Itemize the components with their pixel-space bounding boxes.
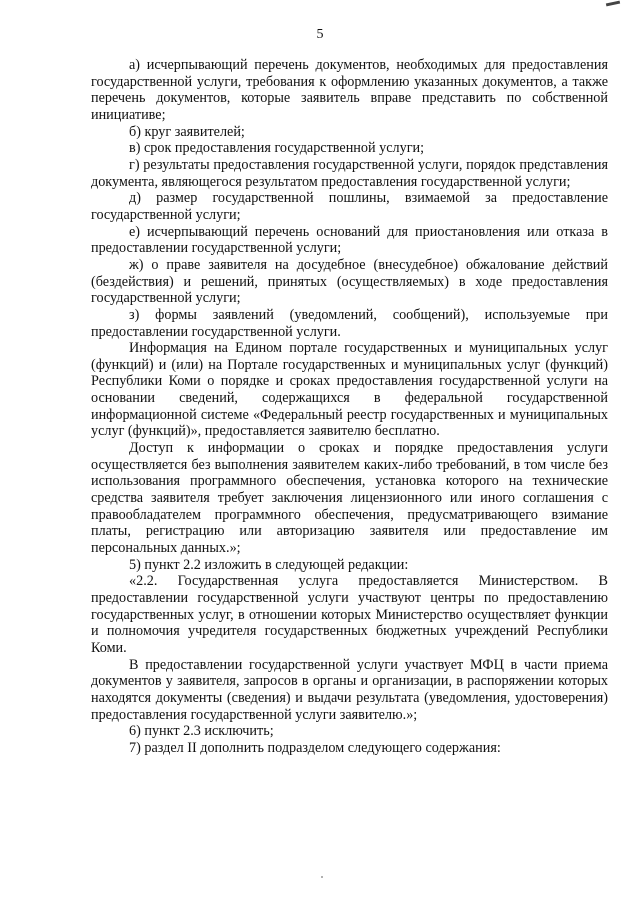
paragraph-item-z: з) формы заявлений (уведомлений, сообщений), используемые при предоставлении государственной услуги. bbox=[91, 306, 608, 340]
scan-mark bbox=[606, 1, 620, 7]
paragraph-amendment-7: 7) раздел II дополнить подразделом следующего содержания: bbox=[129, 739, 501, 756]
paragraph-item-zh: ж) о праве заявителя на досудебное (внесудебное) обжалование действий (бездействия) и решений, принятых (осуществляемых) в ходе предоставления государственной услуги; bbox=[91, 256, 608, 307]
paragraph-clause-2-2: «2.2. Государственная услуга предоставляется Министерством. В предоставлении государственной услуги участвуют центры по предоставлению государственных услуг, в отношении которых Министерство осуществляет функции и полномочия учредителя государственных бюджетных учреждений Республики Коми. bbox=[91, 573, 608, 656]
paragraph-item-b: б) круг заявителей; bbox=[129, 123, 245, 140]
paragraph-item-a: а) исчерпывающий перечень документов, необходимых для предоставления государственной услуги, требования к оформлению указанных документов, а также перечень документов, которые заявитель вправе представить по собственной инициативе; bbox=[91, 57, 608, 123]
paragraph-mfc: В предоставлении государственной услуги участвует МФЦ в части приема документов у заявителя, запросов в органы и организации, в распоряжении которых находятся документы (сведения) и выдачи результата (уведомления, удостоверения) предоставления государственной услуги заявителю.»; bbox=[91, 656, 608, 723]
page-number: 5 bbox=[316, 27, 324, 42]
paragraph-item-v: в) срок предоставления государственной услуги; bbox=[129, 140, 425, 157]
paragraph-item-g: г) результаты предоставления государственной услуги, порядок представления документа, являющегося результатом предоставления государственной услуги; bbox=[91, 156, 608, 190]
paragraph-amendment-5: 5) пункт 2.2 изложить в следующей редакции: bbox=[129, 556, 409, 573]
paragraph-item-e: е) исчерпывающий перечень оснований для приостановления или отказа в предоставлении государственной услуги; bbox=[91, 223, 608, 257]
scan-speck bbox=[321, 876, 323, 878]
paragraph-info-portal: Информация на Едином портале государственных и муниципальных услуг (функций) и (или) на Портале государственных и муниципальных услуг (функций) Республики Коми о порядке и сроках предоставления государственной услуги на основании сведений, содержащихся в федеральной государственной информационной системе «Федеральный реестр государственных и муниципальных услуг (функций)», предоставляется заявителю бесплатно. bbox=[91, 340, 608, 440]
paragraph-amendment-6: 6) пункт 2.3 исключить; bbox=[129, 723, 274, 740]
paragraph-item-d: д) размер государственной пошлины, взимаемой за предоставление государственной услуги; bbox=[91, 190, 608, 223]
document-body bbox=[91, 57, 608, 757]
paragraph-access-info: Доступ к информации о сроках и порядке предоставления услуги осуществляется без выполнения заявителем каких-либо требований, в том числе без использования программного обеспечения, установка которого на технические средства заявителя требует заключения лицензионного или иного соглашения с правообладателем программного обеспечения, предусматривающего взимание платы, регистрацию или авторизацию заявителя или предоставление им персональных данных.»; bbox=[91, 440, 608, 557]
